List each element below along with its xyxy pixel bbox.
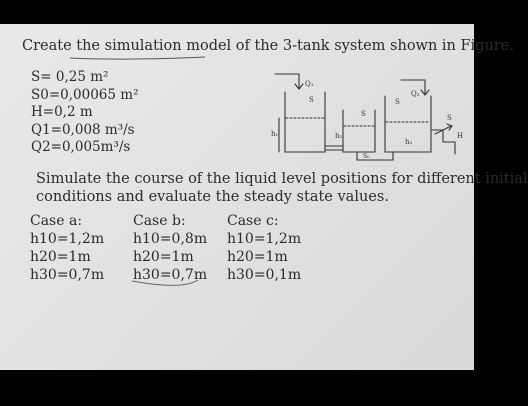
- case-c-h20: h20=1m: [227, 249, 288, 265]
- task-description: [36, 170, 528, 206]
- case-b: [133, 212, 207, 284]
- parameter-list: [31, 69, 138, 157]
- figure-label-s3: S: [395, 98, 400, 106]
- bottom-black-border: [0, 370, 474, 406]
- parameter-s: S= 0,25 m²: [31, 69, 109, 85]
- photographed-paper: [0, 24, 528, 370]
- outflow-weir: [431, 130, 455, 154]
- figure-label-s4: S: [447, 114, 452, 122]
- three-tank-figure: [255, 70, 469, 162]
- q1-inflow-pipe: [275, 74, 299, 88]
- case-a-h10: h10=1,2m: [30, 231, 105, 247]
- figure-label-s0: S₀: [363, 153, 370, 160]
- task-line-2: conditions and evaluate the steady state values.: [36, 189, 389, 205]
- figure-label-h2: h₂: [335, 132, 343, 140]
- case-a-label: Case a:: [30, 213, 83, 229]
- figure-label-q1: Q₁: [305, 80, 314, 88]
- parameter-s0: S0=0,00065 m²: [31, 86, 139, 103]
- case-c-h30: h30=0,1m: [227, 267, 302, 283]
- case-b-h10: h10=0,8m: [133, 231, 208, 247]
- case-a-h30: h30=0,7m: [30, 267, 105, 283]
- case-b-h20: h20=1m: [133, 249, 194, 265]
- top-black-border: [0, 0, 474, 24]
- case-c-h10: h10=1,2m: [227, 231, 302, 247]
- case-b-label: Case b:: [133, 213, 186, 229]
- pipe-1-2: [325, 146, 343, 150]
- parameter-h: H=0,2 m: [31, 104, 93, 120]
- case-c: [227, 212, 301, 284]
- parameter-q2: Q2=0,005m³/s: [31, 139, 131, 155]
- tank-2: [343, 110, 375, 152]
- task-line-1: Simulate the course of the liquid level positions for different initial: [36, 171, 528, 187]
- figure-label-h3: h₃: [405, 138, 413, 146]
- figure-label-s1: S: [309, 96, 314, 104]
- case-c-label: Case c:: [227, 213, 279, 229]
- figure-label-q2: Q₂: [411, 90, 420, 98]
- figure-label-s2: S: [361, 110, 366, 118]
- case-a: [30, 212, 104, 284]
- problem-title: Create the simulation model of the 3-tank system shown in Figure.: [22, 38, 514, 54]
- case-b-h30: h30=0,7m: [133, 267, 208, 283]
- figure-label-h1: h₁: [271, 130, 279, 138]
- title-underline: [70, 57, 205, 59]
- parameter-q1: Q1=0,008 m³/s: [31, 121, 135, 138]
- figure-label-H: H: [457, 132, 464, 140]
- tank-1: [285, 92, 325, 152]
- case-a-h20: h20=1m: [30, 249, 91, 265]
